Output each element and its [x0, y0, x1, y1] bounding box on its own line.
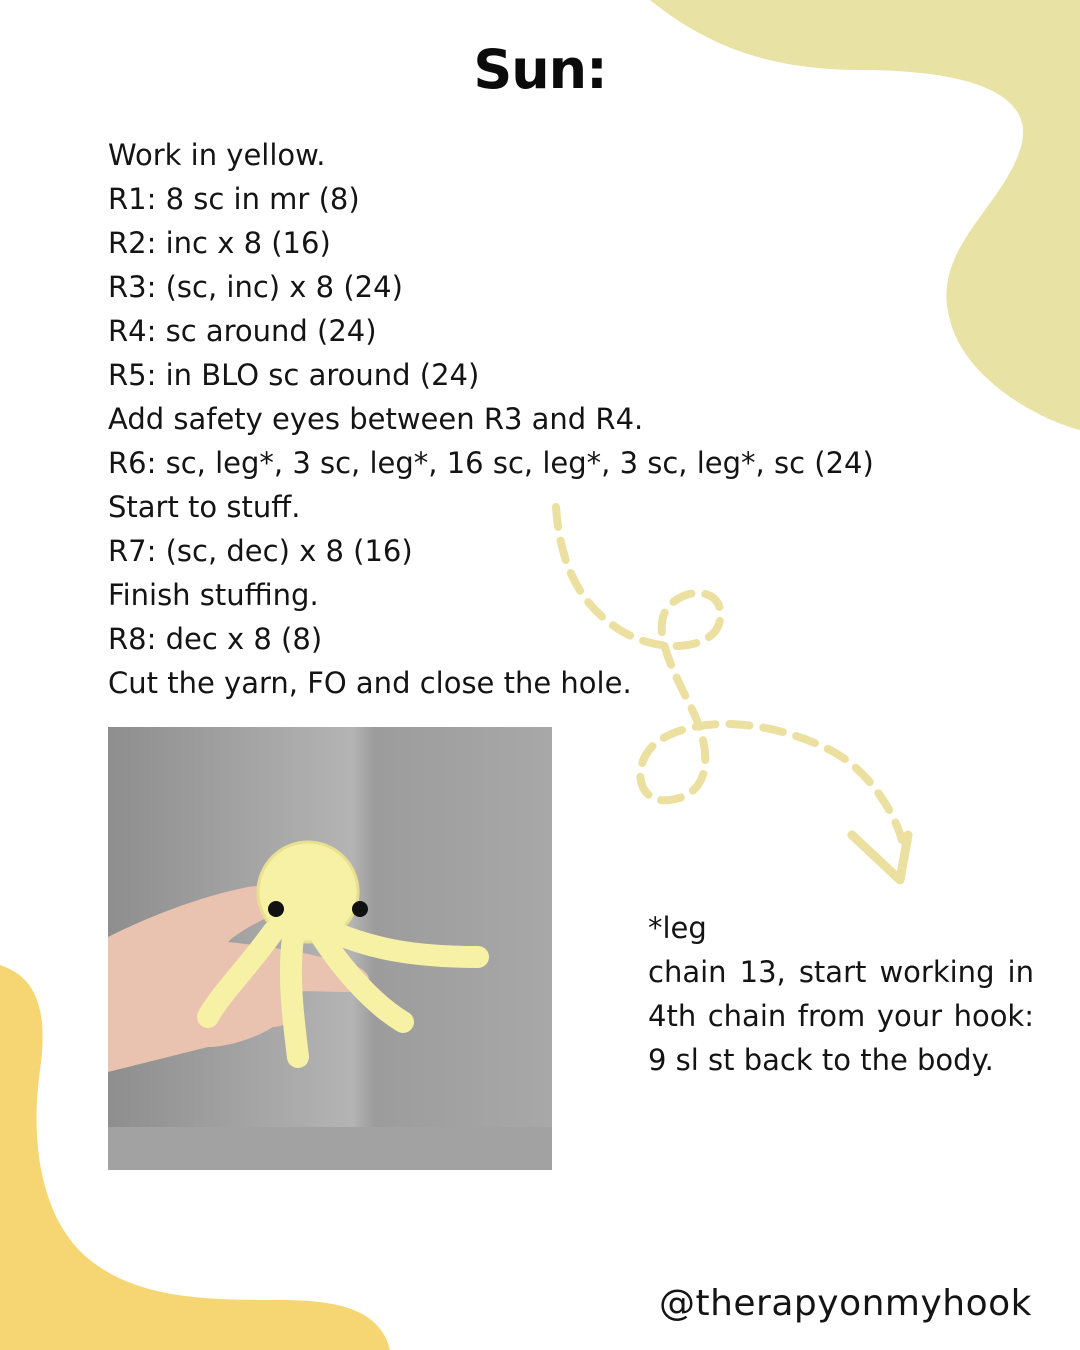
- step-line: R4: sc around (24): [108, 314, 377, 348]
- step-line: Start to stuff.: [108, 490, 301, 524]
- step-line: R2: inc x 8 (16): [108, 226, 331, 260]
- leg-note-heading: *leg: [648, 911, 707, 945]
- step-line: Finish stuffing.: [108, 578, 319, 612]
- step-line: Add safety eyes between R3 and R4.: [108, 402, 644, 436]
- leg-note-line: chain 13, start working in: [648, 955, 1034, 989]
- author-handle: @therapyonmyhook: [658, 1283, 1032, 1324]
- pattern-steps: [108, 133, 874, 705]
- step-line: R6: sc, leg*, 3 sc, leg*, 16 sc, leg*, 3 sc, leg*, sc (24): [108, 446, 874, 480]
- step-line: Cut the yarn, FO and close the hole.: [108, 666, 632, 700]
- step-line: R8: dec x 8 (8): [108, 622, 323, 656]
- page-title: Sun:: [473, 38, 607, 101]
- step-line: Work in yellow.: [108, 138, 326, 172]
- step-line: R3: (sc, inc) x 8 (24): [108, 270, 403, 304]
- leg-note-line: 9 sl st back to the body.: [648, 1043, 994, 1077]
- leg-note: [648, 906, 1034, 1082]
- step-line: R7: (sc, dec) x 8 (16): [108, 534, 413, 568]
- step-line: R5: in BLO sc around (24): [108, 358, 480, 392]
- amigurumi-photo: [108, 727, 552, 1170]
- leg-note-line: 4th chain from your hook:: [648, 999, 1034, 1033]
- step-line: R1: 8 sc in mr (8): [108, 182, 360, 216]
